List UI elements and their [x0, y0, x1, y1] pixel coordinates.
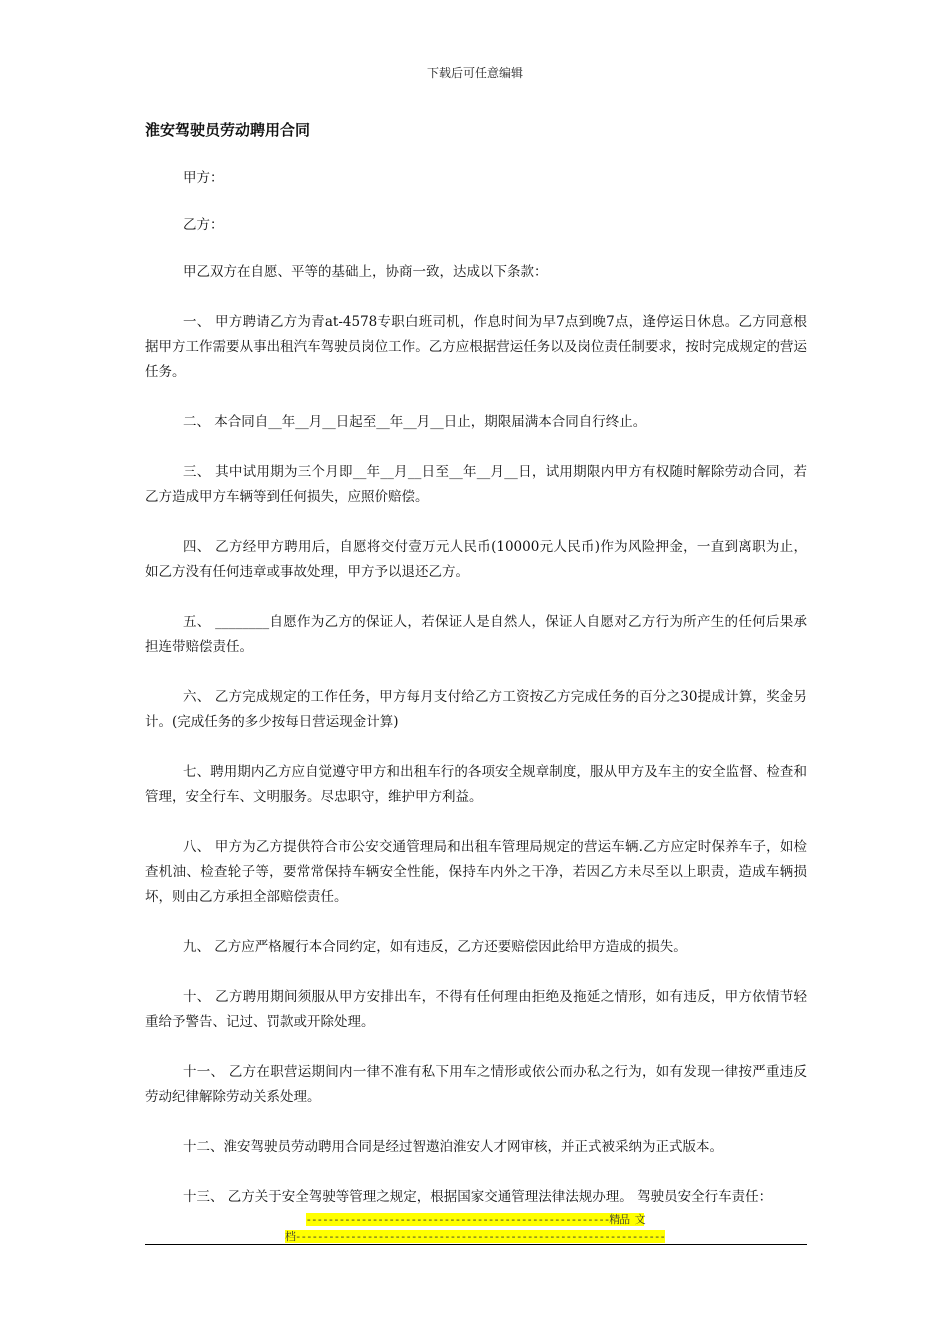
page-header-note: 下载后可任意编辑 [426, 66, 523, 80]
footer-highlight-line-1: -------------------------------------------------------精品 文 [305, 1213, 645, 1226]
party-a-line: 甲方： [183, 170, 224, 186]
footer-watermark [0, 1211, 950, 1245]
party-b-line: 乙方： [183, 217, 224, 233]
preamble-paragraph: 甲乙双方在自愿、平等的基础上，协商一致，达成以下条款： [183, 264, 548, 280]
clause-5: 五、 ________自愿作为乙方的保证人，若保证人是自然人，保证人自愿对乙方行为所产生的任何后果承担连带赔偿责任。 [145, 614, 807, 655]
clause-9: 九、 乙方应严格履行本合同约定，如有违反，乙方还要赔偿因此给甲方造成的损失。 [183, 939, 687, 955]
document-title: 淮安驾驶员劳动聘用合同 [145, 121, 311, 139]
clause-4: 四、 乙方经甲方聘用后，自愿将交付壹万元人民币(10000元人民币)作为风险押金，一直到离职为止，如乙方没有任何违章或事故处理，甲方予以退还乙方。 [145, 539, 807, 580]
footer-divider [145, 1244, 807, 1245]
clause-6: 六、 乙方完成规定的工作任务，甲方每月支付给乙方工资按乙方完成任务的百分之30提成计算，奖金另计。(完成任务的多少按每日营运现金计算) [145, 689, 807, 730]
clause-11: 十一、 乙方在职营运期间内一律不准有私下用车之情形或依公而办私之行为，如有发现一律按严重违反劳动纪律解除劳动关系处理。 [145, 1064, 807, 1105]
clause-12: 十二、淮安驾驶员劳动聘用合同是经过智遨泊淮安人才网审核，并正式被采纳为正式版本。 [183, 1139, 723, 1155]
clause-3: 三、 其中试用期为三个月即__年__月__日至__年__月__日，试用期限内甲方有权随时解除劳动合同，若乙方造成甲方车辆等到任何损失，应照价赔偿。 [145, 464, 807, 505]
clause-13: 十三、 乙方关于安全驾驶等管理之规定，根据国家交通管理法律法规办理。 驾驶员安全行车责任： [183, 1189, 773, 1205]
footer-highlight-line-2: 档------------------------------------------------------------------- [285, 1230, 665, 1243]
clause-8: 八、 甲方为乙方提供符合市公安交通管理局和出租车管理局规定的营运车辆.乙方应定时保养车子，如检查机油、检查轮子等，要常常保持车辆安全性能，保持车内外之干净，若因乙方未尽至以上职责，造成车辆损坏，则由乙方承担全部赔偿责任。 [145, 839, 807, 905]
clause-10: 十、 乙方聘用期间须服从甲方安排出车，不得有任何理由拒绝及拖延之情形，如有违反，甲方依情节轻重给予警告、记过、罚款或开除处理。 [145, 989, 807, 1030]
clause-2: 二、 本合同自__年__月__日起至__年__月__日止，期限届满本合同自行终止。 [183, 414, 647, 430]
clause-1: 一、 甲方聘请乙方为青at-4578专职白班司机，作息时间为早7点到晚7点，逢停运日休息。乙方同意根据甲方工作需要从事出租汽车驾驶员岗位工作。乙方应根据营运任务以及岗位责任制要求，按时完成规定的营运任务。 [145, 314, 807, 380]
document-body [145, 166, 807, 1235]
clause-7: 七、聘用期内乙方应自觉遵守甲方和出租车行的各项安全规章制度，服从甲方及车主的安全监督、检查和管理，安全行车、文明服务。尽忠职守，维护甲方利益。 [145, 764, 807, 805]
